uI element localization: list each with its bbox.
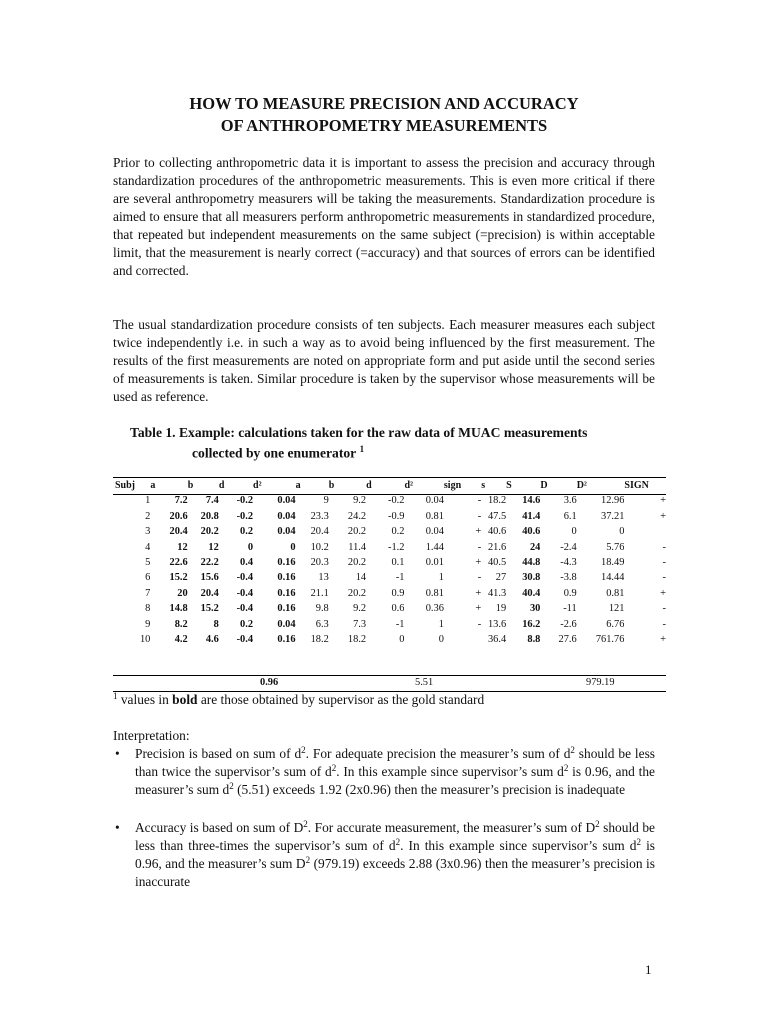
table-cell: - [662,603,666,615]
table-cell: 4.6 [205,634,219,646]
column-header: a [150,480,156,491]
table-cell: 15.6 [200,572,219,584]
table-cell: + [475,526,482,538]
table-cell: 1 [438,572,444,584]
table-cell: 27 [495,572,507,584]
table-cell: 8 [145,603,151,615]
table-cell: -0.4 [236,603,254,615]
table-cell: 20.4 [310,526,329,538]
column-header: sign [443,480,462,491]
column-header: a [295,480,301,491]
table-cell: 15.2 [169,572,188,584]
table-cell: 8.8 [527,634,541,646]
table-cell: 2 [145,510,151,522]
table-cell: 0.04 [425,495,444,507]
column-header: d [366,480,372,491]
table-cell: 0.6 [391,603,405,615]
table-cell: 0.04 [277,526,296,538]
table-cell: 20.6 [169,510,188,522]
table-caption-line-1: Table 1. Example: calculations taken for the raw data of MUAC measurements [130,425,588,440]
table-cell: 0.01 [425,557,444,569]
table-cell: 20.2 [200,526,219,538]
table-cell: 6.76 [606,618,625,630]
table-cell: - [477,541,482,553]
table-cell: 0.16 [277,557,296,569]
table-row [113,570,666,585]
table-cell: 36.4 [487,634,507,646]
table-sum-rule [113,675,666,676]
column-header: D² [576,480,587,491]
column-header: S [506,480,512,491]
column-header: d² [404,480,414,491]
table-row [113,632,666,647]
table-cell: 0.04 [425,526,444,538]
footnote-text-pre: values in [117,692,173,707]
column-header: d [218,480,225,491]
table-cell: + [660,495,666,507]
table-cell: 20 [177,587,188,599]
table-cell: 14.44 [601,572,625,584]
bullet-text-run: Accuracy is based on sum of D [135,820,304,835]
sum-measurer-d2: 5.51 [415,677,434,688]
bullet-accuracy [113,819,655,891]
title-line-1: HOW TO MEASURE PRECISION AND ACCURACY [189,94,579,113]
table-cell: 0.36 [425,603,444,615]
bullet-text-run: (5.51) exceeds 1.92 (2x0.96) then the measurer’s precision is inadequate [233,782,626,797]
table-cell: 12.96 [601,495,625,507]
sum-supervisor-d2: 0.96 [260,677,279,688]
table-cell: 47.5 [487,510,507,522]
table-cell: 24 [529,541,541,553]
table-cell: 12 [208,541,219,553]
table-cell: + [475,587,482,599]
table-cell: 0.9 [563,587,577,599]
table-row [113,493,666,508]
table-cell: 6.1 [563,510,577,522]
muac-data-table [113,478,666,647]
table-cell: + [475,557,482,569]
table-cell: -0.4 [236,572,254,584]
table-row [113,524,666,539]
column-header: Subj [115,480,136,491]
table-cell: 7.2 [174,495,188,507]
table-cell: 4 [145,541,151,553]
sum-D2: 979.19 [586,677,615,688]
column-header: s [481,480,486,491]
table-cell: 14 [355,572,367,584]
table-cell: -3.8 [560,572,577,584]
table-cell: 41.3 [487,587,507,599]
procedure-paragraph: The usual standardization procedure consists of ten subjects. Each measurer measures each subject twice independently i.e. in such a way as to avoid being influenced by the first measurement. The results of the first measurements are noted on appropriate form and put aside until the second series of measurements is taken. Similar procedure is taken by the supervisor whose measurements will be used as reference. [113,317,655,404]
table-cell: 20.2 [347,526,367,538]
column-header: D [540,480,548,491]
table-cell: 8.2 [174,618,188,630]
table-cell: 30 [529,603,541,615]
column-header: b [328,480,335,491]
table-cell: 40.5 [487,557,507,569]
bullet-text-run: should be less than twice the supervisor’s sum of d [135,746,656,779]
table-cell: 18.2 [310,634,329,646]
table-cell: - [662,618,666,630]
bullet-text-run: . In this example since supervisor’s sum d [400,838,637,853]
bullet-precision [113,745,655,799]
table-cell: 0 [438,634,444,646]
table-cell: 0.16 [277,603,296,615]
table-cell: 20.2 [347,587,367,599]
table-cell: -1 [395,618,405,630]
table-cell: 7.4 [205,495,219,507]
table-cell: 6 [145,572,151,584]
table-cell: 0.9 [391,587,405,599]
table-cell: 18.49 [601,557,625,569]
table-cell: 0.2 [391,526,405,538]
bullet-dot: • [115,746,120,761]
table-cell: -0.2 [236,495,254,507]
interpretation-heading: Interpretation: [113,728,190,743]
table-cell: 18.2 [487,495,507,507]
table-cell: 10 [139,634,151,646]
table-cell: 0.81 [425,510,444,522]
table-cell: - [477,618,482,630]
table-cell: + [475,603,482,615]
table-cell: 0.16 [277,587,296,599]
table-cell: -2.4 [560,541,577,553]
table-cell: 0.2 [240,618,254,630]
table-cell: 5.76 [606,541,625,553]
table-cell: 7.3 [353,618,367,630]
table-cell: 11.4 [348,541,367,553]
table-cell [444,632,481,647]
table-cell: 0.16 [277,572,296,584]
table-cell: -0.4 [236,634,254,646]
superscript: 2 [305,855,311,865]
table-cell: 6.3 [315,618,329,630]
table-cell: 20.3 [310,557,329,569]
bullet-text-run: . For accurate measurement, the measurer’s sum of D [307,820,596,835]
bullet-dot: • [115,820,120,835]
table-cell: 13.6 [487,618,507,630]
table-cell: 20.4 [169,526,188,538]
table-cell: 0 [247,541,254,553]
table-cell: 27.6 [558,634,577,646]
table-cell: + [660,634,666,646]
column-header: SIGN [624,480,649,491]
table-cell: -11 [563,603,577,615]
bullet-text-run: . For adequate precision the measurer’s sum of d [305,746,571,761]
table-cell: 8 [213,618,219,630]
superscript: 2 [595,819,600,829]
table-cell: -0.4 [236,587,254,599]
superscript: 2 [229,781,234,791]
table-cell: 1 [145,495,151,507]
intro-paragraph: Prior to collecting anthropometric data it is important to assess the precision and accuracy through standardization procedures of the anthropometric measurements. This is even more critical if there are several anthropometry measurers will be taking the measurements. Standardization procedure is aimed to ensure that all measurers perform anthropometric measurements in standardized procedure, that repeated but independent measurements on the same subject (=precision) is within acceptable limit, that the measurement is nearly correct (=accuracy) and that sources of errors can be identified and corrected. [113,155,655,278]
table-cell: 12 [177,541,188,553]
table-cell: 41.4 [522,510,541,522]
table-cell: 24.2 [347,510,367,522]
superscript: 2 [303,819,308,829]
table-cell: -1 [395,572,405,584]
table-cell: -0.2 [236,510,254,522]
bullet-precision-text [135,745,655,799]
table-cell: 0.04 [277,510,296,522]
table-cell: 22.2 [200,557,219,569]
superscript: 2 [570,745,575,755]
table-cell: 21.6 [487,541,507,553]
table-cell: 37.21 [601,510,625,522]
table-cell: - [477,572,482,584]
table-cell: 0.81 [425,587,444,599]
table-cell: 22.6 [169,557,188,569]
bullet-text-run: is 0.96, and the measurer’s sum d [135,764,656,797]
superscript: 2 [636,837,641,847]
bullet-text-run: (979.19) exceeds 2.88 (3x0.96) then the measurer’s precision is inaccurate [135,856,655,889]
table-cell: 0 [399,634,405,646]
table-cell: 0 [290,541,296,553]
table-cell: 9 [145,618,151,630]
table-caption-line-2 [130,441,650,462]
table-cell: 20.2 [347,557,367,569]
table-cell: 14.6 [522,495,541,507]
table-cell: 14.8 [169,603,188,615]
bullet-text-run: should be less than three-times the supervisor’s sum of d [135,820,656,853]
table-body [113,493,666,647]
column-header: b [187,480,194,491]
table-cell: 9.2 [353,495,367,507]
superscript: 2 [563,763,569,773]
table-cell: -1.2 [388,541,405,553]
table-cell: 16.2 [522,618,541,630]
table-cell: -0.9 [388,510,405,522]
superscript: 2 [395,837,401,847]
table-cell: 20.8 [200,510,219,522]
table-cell: 44.8 [522,557,541,569]
table-row [113,555,666,570]
table-cell: - [477,495,482,507]
table-cell: 23.3 [310,510,329,522]
table-sum-row [113,677,666,691]
table-cell: 9.8 [315,603,329,615]
table-cell: -2.6 [560,618,577,630]
table-cell [624,524,666,539]
table-cell: + [660,587,666,599]
bullet-text-run: . In this example since supervisor’s sum d [336,764,564,779]
title-line-2: OF ANTHROPOMETRY MEASUREMENTS [220,116,548,135]
table-cell: 5 [145,557,151,569]
table-cell: 0.81 [606,587,625,599]
bullet-accuracy-text [135,819,655,891]
table-cell: 9.2 [353,603,367,615]
table-caption [130,424,650,462]
table-cell: 3.6 [563,495,577,507]
table-cell: 3 [145,526,151,538]
page-number: 1 [645,962,652,977]
table-cell: - [662,541,666,553]
table-cell: 30.8 [522,572,541,584]
table-footnote [113,691,484,709]
table-cell: 40.6 [522,526,541,538]
table-cell: 1 [438,618,444,630]
footnote-text-bold: bold [172,692,198,707]
table-cell: 121 [608,603,625,615]
table-row [113,601,666,616]
table-cell: 18.2 [347,634,367,646]
table-cell: 13 [318,572,329,584]
table-cell: 7 [145,587,151,599]
footnote-text-post: are those obtained by supervisor as the gold standard [197,692,485,707]
table-cell: 15.2 [200,603,219,615]
table-row [113,540,666,555]
table-cell: 0.16 [277,634,296,646]
table-cell: + [660,510,666,522]
superscript: 2 [301,745,306,755]
table-cell: 10.2 [310,541,329,553]
table-cell: 0.4 [240,557,254,569]
table-cell: 0 [619,526,625,538]
table-cell: -4.3 [560,557,577,569]
table-cell: 1.44 [425,541,444,553]
table-cell: - [477,510,482,522]
table-header-row [113,478,666,493]
table-cell: 4.2 [174,634,188,646]
table-cell: 0.04 [277,618,296,630]
table-caption-footnote-mark: 1 [359,444,365,454]
table-cell: 0.2 [240,526,254,538]
table-row [113,617,666,632]
column-header: d² [253,480,262,491]
table-cell: 0.04 [277,495,296,507]
table-cell: 761.76 [595,634,625,646]
bullet-text-run: Precision is based on sum of d [135,746,302,761]
footnote-mark: 1 [113,691,118,701]
table-cell: 40.6 [487,526,507,538]
table-row [113,509,666,524]
table-cell: - [662,572,666,584]
table-cell: 21.1 [310,587,329,599]
bullet-text-run: is 0.96, and the measurer’s sum D [135,838,655,871]
table-cell: 19 [495,603,507,615]
table-cell: 0 [571,526,577,538]
table-caption-line-2-text: collected by one enumerator [192,445,357,461]
table-cell: - [662,557,666,569]
table-row [113,586,666,601]
table-cell: -0.2 [388,495,405,507]
superscript: 2 [331,763,337,773]
table-cell: 0.1 [391,557,405,569]
table-cell: 40.4 [522,587,541,599]
table-cell: 9 [323,495,329,507]
table-cell: 20.4 [200,587,219,599]
